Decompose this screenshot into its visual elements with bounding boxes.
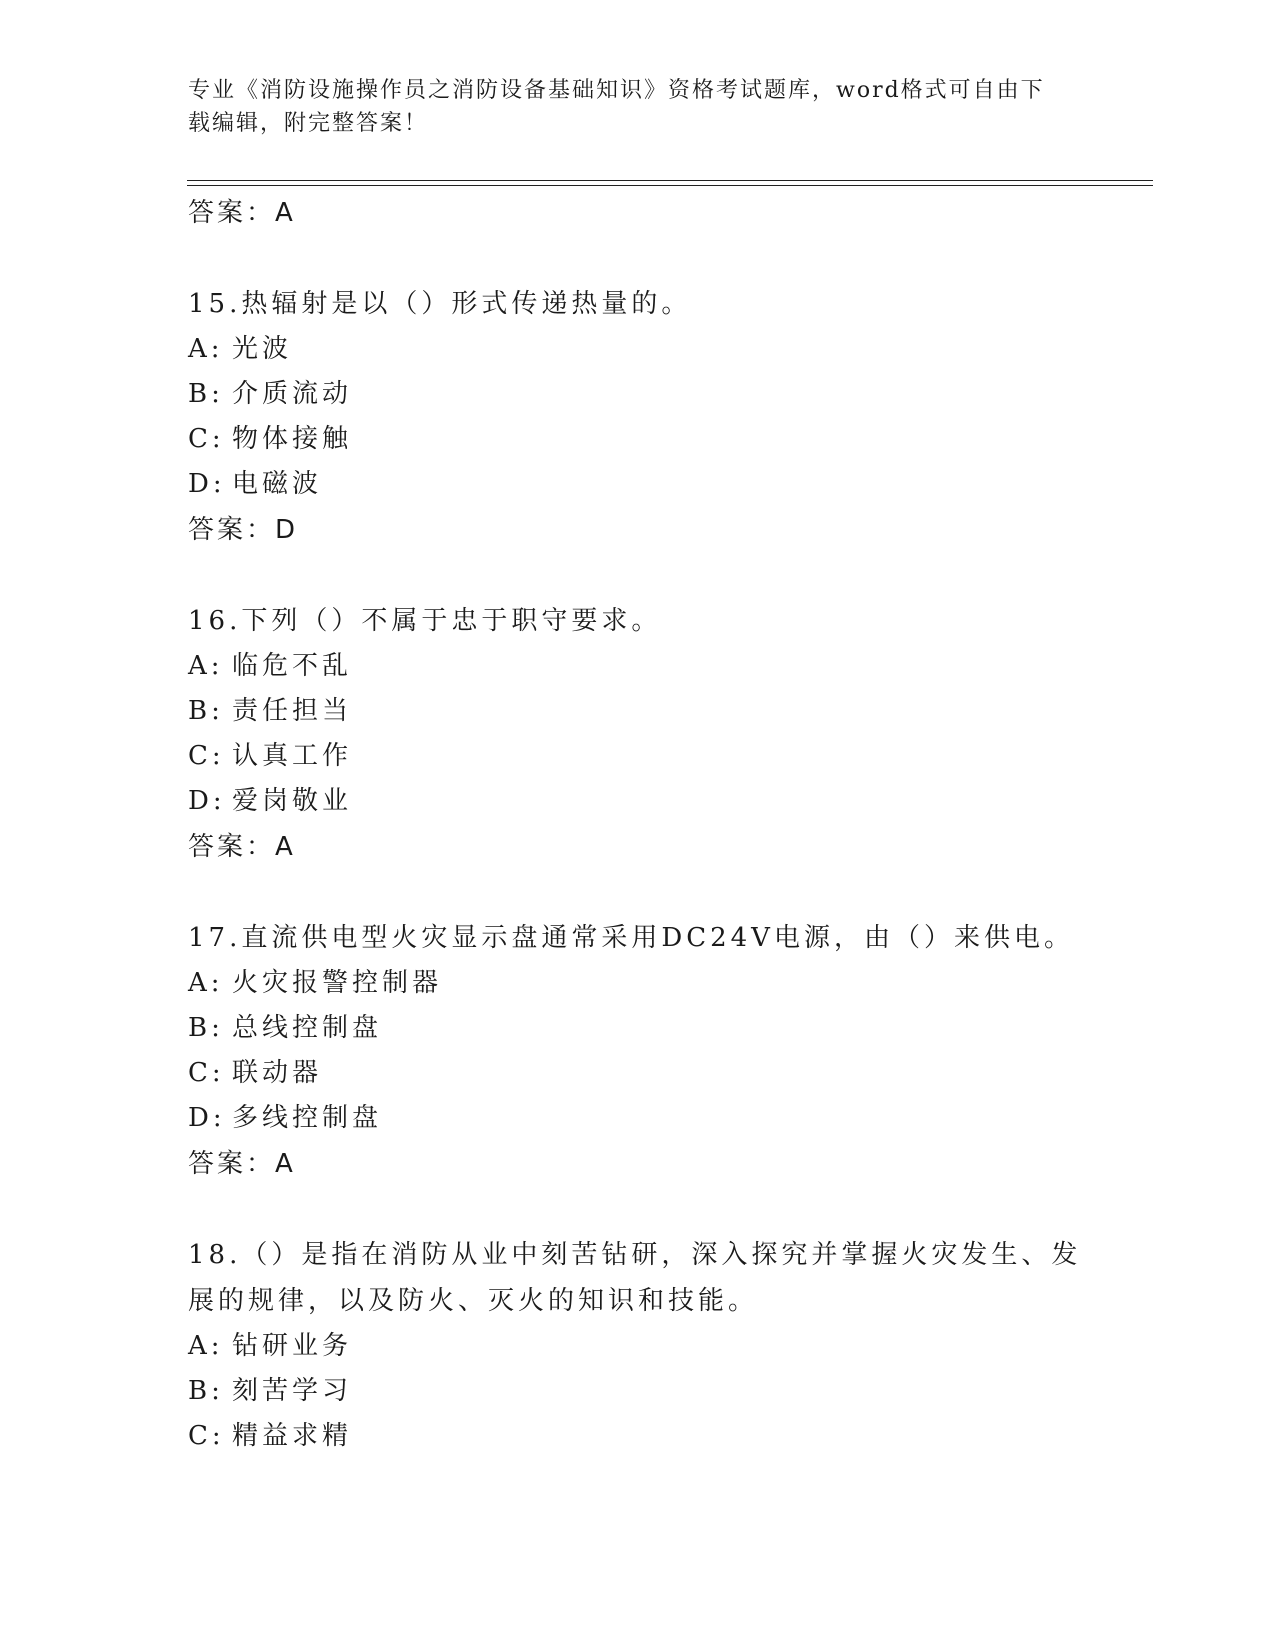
question-item <box>188 598 1088 870</box>
option-letter: B: <box>188 696 224 726</box>
option-a <box>188 327 1088 372</box>
option-text: 刻苦学习 <box>232 1376 353 1406</box>
option-c <box>188 417 1088 462</box>
question-list <box>188 190 1088 1459</box>
option-text: 电磁波 <box>232 469 323 499</box>
option-text: 总线控制盘 <box>232 1013 383 1043</box>
question-stem: 17.直流供电型火灾显示盘通常采用DC24V电源，由（）来供电。 <box>188 923 1074 953</box>
option-b <box>188 1006 1088 1051</box>
option-text: 临危不乱 <box>232 651 353 681</box>
option-d <box>188 1096 1088 1141</box>
question-stem: 16.下列（）不属于忠于职守要求。 <box>188 606 662 636</box>
option-a <box>188 644 1088 689</box>
question-stem: 15.热辐射是以（）形式传递热量的。 <box>188 289 692 319</box>
option-b <box>188 1369 1088 1414</box>
option-letter: C: <box>188 741 225 771</box>
option-a <box>188 961 1088 1006</box>
option-letter: C: <box>188 424 225 454</box>
option-text: 认真工作 <box>232 741 353 771</box>
option-letter: B: <box>188 1376 224 1406</box>
option-text: 介质流动 <box>232 379 353 409</box>
option-text: 爱岗敬业 <box>232 786 353 816</box>
option-letter: B: <box>188 1013 224 1043</box>
option-letter: A: <box>188 334 224 364</box>
option-letter: A: <box>188 651 224 681</box>
option-c <box>188 1414 1088 1459</box>
option-text: 钻研业务 <box>232 1331 353 1361</box>
option-text: 联动器 <box>232 1058 323 1088</box>
option-d <box>188 462 1088 507</box>
option-b <box>188 689 1088 734</box>
answer-line: 答案：A <box>188 832 296 862</box>
question-item <box>188 1232 1088 1459</box>
option-text: 精益求精 <box>232 1421 353 1451</box>
option-letter: A: <box>188 1331 224 1361</box>
header-divider-top <box>187 180 1153 181</box>
option-letter: C: <box>188 1058 225 1088</box>
option-letter: C: <box>188 1421 225 1451</box>
question-item <box>188 915 1088 1187</box>
option-a <box>188 1324 1088 1369</box>
answer-line: 答案：A <box>188 198 296 228</box>
question-item <box>188 281 1088 553</box>
header-divider-bottom <box>187 185 1153 186</box>
option-text: 物体接触 <box>232 424 353 454</box>
option-c <box>188 1051 1088 1096</box>
option-letter: D: <box>188 469 226 499</box>
question-stem: 18.（）是指在消防从业中刻苦钻研，深入探究并掌握火灾发生、发展的规律，以及防火、灭火的知识和技能。 <box>188 1240 1082 1316</box>
option-b <box>188 372 1088 417</box>
option-letter: D: <box>188 786 226 816</box>
answer-line: 答案：D <box>188 515 299 545</box>
option-d <box>188 779 1088 824</box>
option-letter: D: <box>188 1103 226 1133</box>
option-letter: B: <box>188 379 224 409</box>
answer-line: 答案：A <box>188 1149 296 1179</box>
option-text: 责任担当 <box>232 696 353 726</box>
document-header: 专业《消防设施操作员之消防设备基础知识》资格考试题库，word格式可自由下载编辑，附完整答案！ <box>188 78 1045 136</box>
option-letter: A: <box>188 968 224 998</box>
option-c <box>188 734 1088 779</box>
option-text: 多线控制盘 <box>232 1103 383 1133</box>
option-text: 火灾报警控制器 <box>232 968 443 998</box>
option-text: 光波 <box>232 334 293 364</box>
